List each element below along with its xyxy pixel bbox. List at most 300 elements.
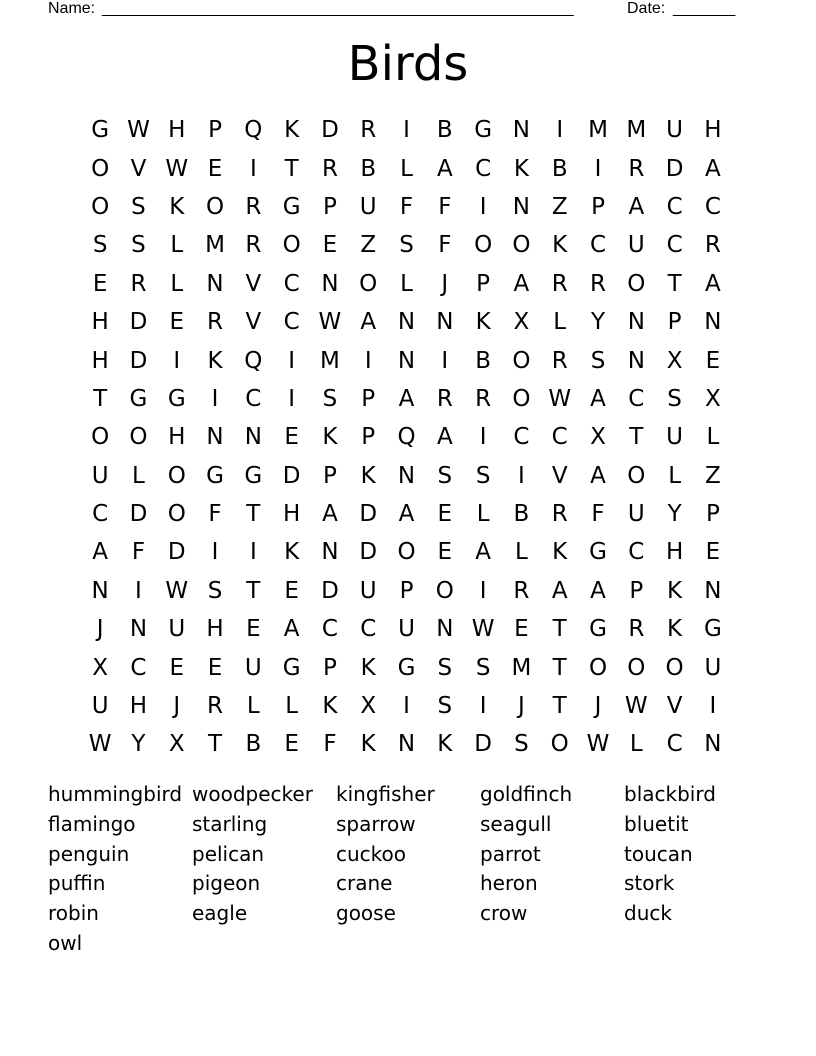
grid-letter[interactable]: H [665,539,684,566]
grid-letter[interactable]: K [169,193,185,220]
grid-letter[interactable]: V [551,462,568,489]
grid-letter[interactable]: L [285,693,299,720]
grid-letter[interactable]: D [129,347,148,374]
grid-letter[interactable]: S [667,385,682,412]
date-blank-line[interactable]: _______ [673,0,736,17]
grid-letter[interactable]: E [169,654,185,681]
grid-letter[interactable]: G [167,385,186,412]
grid-letter[interactable]: W [548,385,572,412]
grid-letter[interactable]: E [437,539,453,566]
grid-letter[interactable]: A [322,501,338,528]
grid-letter[interactable]: U [704,654,722,681]
grid-letter[interactable]: I [403,117,410,144]
grid-row [81,380,733,418]
grid-letter[interactable]: R [207,693,224,720]
grid-letter[interactable]: I [211,385,219,412]
grid-letter[interactable]: C [589,232,607,259]
grid-letter[interactable]: J [441,270,449,297]
grid-letter[interactable]: T [552,693,567,720]
grid-letter[interactable]: U [627,501,645,528]
grid-letter[interactable]: W [471,616,495,643]
grid-row [81,725,733,763]
grid-letter[interactable]: R [551,347,568,374]
grid-letter[interactable]: E [284,731,299,758]
grid-letter[interactable]: X [360,693,377,720]
grid-letter[interactable]: R [245,193,262,220]
grid-letter[interactable]: U [91,693,109,720]
grid-letter[interactable]: O [129,424,148,451]
grid-letter[interactable]: P [476,270,491,297]
grid-letter[interactable]: S [131,232,146,259]
grid-letter[interactable]: C [475,155,492,182]
word-list-item: cuckoo [336,841,407,866]
grid-letter[interactable]: P [322,193,337,220]
grid-letter[interactable]: L [476,501,490,528]
grid-letter[interactable]: S [131,193,146,220]
grid-letter[interactable]: C [513,424,530,451]
grid-letter[interactable]: W [165,577,189,604]
grid-letter[interactable]: G [703,616,722,643]
grid-letter[interactable]: C [283,309,300,336]
grid-letter[interactable]: C [666,193,683,220]
grid-letter[interactable]: C [704,193,721,220]
grid-letter[interactable]: A [398,385,415,412]
grid-letter[interactable]: Q [244,117,263,144]
grid-letter[interactable]: I [594,155,602,182]
grid-letter[interactable]: I [288,385,296,412]
grid-letter[interactable]: S [514,731,529,758]
grid-letter[interactable]: C [321,616,338,643]
grid-letter[interactable]: A [705,155,721,182]
grid-letter[interactable]: O [205,193,225,220]
grid-letter[interactable]: N [627,309,645,336]
grid-letter[interactable]: O [91,193,110,220]
grid-letter[interactable]: R [513,577,530,604]
grid-letter[interactable]: D [167,539,186,566]
grid-letter[interactable]: J [173,693,181,720]
grid-letter[interactable]: F [399,193,414,220]
grid-letter[interactable]: S [437,693,453,720]
grid-letter[interactable]: I [479,193,487,220]
grid-letter[interactable]: I [211,539,219,566]
grid-letter[interactable]: O [167,501,186,528]
grid-letter[interactable]: L [668,462,682,489]
grid-letter[interactable]: K [207,347,223,374]
grid-letter[interactable]: K [552,539,568,566]
grid-letter[interactable]: K [437,731,453,758]
grid-letter[interactable]: N [627,347,645,374]
grid-letter[interactable]: I [518,462,525,489]
name-blank-line[interactable]: _____________________________________________________ [102,0,574,17]
grid-letter[interactable]: G [282,193,301,220]
word-list [48,779,768,958]
grid-letter[interactable]: L [400,270,413,297]
grid-letter[interactable]: N [397,309,416,336]
grid-letter[interactable]: D [129,309,148,336]
grid-letter[interactable]: K [322,424,338,451]
grid-letter[interactable]: M [511,654,532,681]
grid-letter[interactable]: U [359,577,377,604]
grid-letter[interactable]: U [398,616,415,643]
grid-letter[interactable]: O [397,539,416,566]
grid-letter[interactable]: K [360,654,376,681]
grid-letter[interactable]: R [360,117,377,144]
grid-letter[interactable]: L [553,309,567,336]
grid-letter[interactable]: X [666,347,683,374]
grid-letter[interactable]: S [475,462,491,489]
grid-letter[interactable]: I [479,424,487,451]
grid-letter[interactable]: C [130,654,147,681]
grid-letter[interactable]: U [91,462,109,489]
grid-letter[interactable]: R [590,270,606,297]
grid-letter[interactable]: K [513,155,529,182]
grid-letter[interactable]: M [205,232,225,259]
grid-letter[interactable]: E [284,577,299,604]
grid-letter[interactable]: O [91,424,110,451]
grid-letter[interactable]: V [130,155,147,182]
grid-letter[interactable]: M [626,117,647,144]
grid-letter[interactable]: N [704,731,722,758]
grid-letter[interactable]: N [321,270,339,297]
grid-letter[interactable]: D [321,577,339,604]
grid-letter[interactable]: A [92,539,109,566]
grid-letter[interactable]: N [321,539,339,566]
grid-letter[interactable]: R [436,385,453,412]
grid-letter[interactable]: T [629,424,644,451]
grid-row [81,648,733,686]
grid-letter[interactable]: A [436,424,453,451]
grid-letter[interactable]: G [244,462,263,489]
grid-letter[interactable]: K [667,616,683,643]
grid-letter[interactable]: B [513,501,530,528]
grid-letter[interactable]: O [435,577,454,604]
grid-letter[interactable]: J [594,693,602,720]
grid-letter[interactable]: C [283,270,300,297]
grid-letter[interactable]: N [129,616,148,643]
grid-letter[interactable]: I [364,347,372,374]
grid-letter[interactable]: H [704,117,722,144]
grid-letter[interactable]: Z [551,193,568,220]
grid-letter[interactable]: H [168,424,186,451]
grid-letter[interactable]: D [359,539,378,566]
grid-letter[interactable]: K [360,731,376,758]
word-list-item: flamingo [48,811,136,836]
grid-letter[interactable]: L [170,270,184,297]
grid-letter[interactable]: E [207,155,223,182]
grid-letter[interactable]: N [206,270,224,297]
grid-letter[interactable]: W [586,731,610,758]
grid-letter[interactable]: F [591,501,605,528]
grid-letter[interactable]: I [249,155,257,182]
grid-letter[interactable]: H [91,309,109,336]
grid-letter[interactable]: H [282,501,301,528]
grid-letter[interactable]: B [245,731,262,758]
grid-letter[interactable]: O [588,654,608,681]
grid-letter[interactable]: F [323,731,337,758]
grid-letter[interactable]: S [437,654,453,681]
grid-letter[interactable]: I [173,347,181,374]
grid-letter[interactable]: R [551,501,568,528]
grid-letter[interactable]: E [437,501,453,528]
grid-letter[interactable]: M [320,347,340,374]
grid-letter[interactable]: L [132,462,145,489]
grid-letter[interactable]: E [169,309,185,336]
grid-letter[interactable]: V [245,270,262,297]
grid-letter[interactable]: A [551,577,568,604]
grid-letter[interactable]: E [705,539,721,566]
grid-letter[interactable]: H [129,693,148,720]
grid-letter[interactable]: E [514,616,529,643]
grid-letter[interactable]: T [552,654,567,681]
grid-letter[interactable]: T [246,577,261,604]
grid-letter[interactable]: Z [705,462,721,489]
grid-letter[interactable]: M [588,117,608,144]
grid-letter[interactable]: F [438,232,452,259]
grid-letter[interactable]: C [360,616,377,643]
grid-letter[interactable]: K [322,693,338,720]
grid-letter[interactable]: K [284,117,300,144]
grid-letter[interactable]: O [627,270,646,297]
grid-letter[interactable]: G [589,616,607,643]
grid-letter[interactable]: K [360,462,376,489]
grid-letter[interactable]: A [628,193,645,220]
grid-letter[interactable]: E [246,616,261,643]
grid-row [81,572,733,610]
grid-letter[interactable]: T [552,616,567,643]
grid-letter[interactable]: T [93,385,108,412]
grid-letter[interactable]: N [91,577,109,604]
grid-letter[interactable]: O [512,232,531,259]
grid-letter[interactable]: L [170,232,184,259]
grid-letter[interactable]: O [512,347,531,374]
grid-letter[interactable]: B [551,155,568,182]
grid-letter[interactable]: D [474,731,492,758]
grid-letter[interactable]: L [629,731,643,758]
grid-letter[interactable]: R [628,155,645,182]
word-list-item: crow [480,901,528,926]
grid-letter[interactable]: D [321,117,339,144]
grid-letter[interactable]: A [283,616,300,643]
grid-letter[interactable]: U [627,232,645,259]
grid-letter[interactable]: Y [131,731,146,758]
grid-letter[interactable]: I [479,693,487,720]
grid-letter[interactable]: O [474,232,493,259]
grid-letter[interactable]: W [88,731,112,758]
grid-letter[interactable]: A [590,385,606,412]
grid-letter[interactable]: T [667,270,682,297]
grid-letter[interactable]: S [92,232,108,259]
grid-letter[interactable]: R [551,270,568,297]
grid-letter[interactable]: C [666,232,683,259]
grid-letter[interactable]: O [91,155,110,182]
grid-letter[interactable]: P [705,501,720,528]
grid-letter[interactable]: G [282,654,301,681]
grid-letter[interactable]: D [359,501,378,528]
grid-letter[interactable]: N [704,309,722,336]
grid-letter[interactable]: D [282,462,301,489]
grid-letter[interactable]: Q [397,424,416,451]
grid-letter[interactable]: P [208,117,222,144]
grid-letter[interactable]: I [441,347,449,374]
grid-letter[interactable]: L [706,424,720,451]
grid-letter[interactable]: X [168,731,185,758]
grid-letter[interactable]: P [322,654,337,681]
grid-letter[interactable]: H [206,616,224,643]
grid-letter[interactable]: W [318,309,342,336]
grid-letter[interactable]: F [208,501,222,528]
grid-letter[interactable]: A [705,270,721,297]
grid-letter[interactable]: I [403,693,410,720]
grid-letter[interactable]: H [168,117,186,144]
grid-letter[interactable]: N [397,462,416,489]
grid-letter[interactable]: T [246,501,261,528]
grid-letter[interactable]: U [666,117,684,144]
grid-letter[interactable]: W [127,117,150,144]
grid-letter[interactable]: W [624,693,648,720]
grid-letter[interactable]: I [556,117,564,144]
grid-letter[interactable]: P [322,462,337,489]
grid-letter[interactable]: U [666,424,684,451]
grid-letter[interactable]: E [284,424,299,451]
grid-letter[interactable]: A [513,270,530,297]
grid-letter[interactable]: C [92,501,109,528]
grid-letter[interactable]: N [704,577,722,604]
grid-letter[interactable]: G [397,654,416,681]
grid-letter[interactable]: Y [590,309,606,336]
grid-letter[interactable]: K [475,309,491,336]
grid-letter[interactable]: B [436,117,453,144]
grid-letter[interactable]: O [282,232,301,259]
grid-letter[interactable]: L [400,155,413,182]
grid-letter[interactable]: K [552,232,568,259]
grid-letter[interactable]: F [438,193,452,220]
grid-letter[interactable]: N [512,193,531,220]
grid-letter[interactable]: A [475,539,491,566]
grid-letter[interactable]: R [475,385,492,412]
grid-letter[interactable]: C [551,424,568,451]
grid-letter[interactable]: F [131,539,146,566]
grid-letter[interactable]: O [512,385,531,412]
grid-letter[interactable]: U [244,654,262,681]
grid-letter[interactable]: N [397,347,416,374]
grid-letter[interactable]: A [436,155,453,182]
grid-letter[interactable]: D [665,155,684,182]
grid-letter[interactable]: P [361,424,376,451]
grid-letter[interactable]: A [398,501,415,528]
grid-letter[interactable]: O [167,462,186,489]
grid-letter[interactable]: P [591,193,605,220]
grid-letter[interactable]: A [590,577,606,604]
grid-letter[interactable]: G [474,117,493,144]
grid-letter[interactable]: O [627,462,646,489]
grid-letter[interactable]: H [91,347,109,374]
grid-letter[interactable]: G [129,385,148,412]
grid-letter[interactable]: Y [667,501,682,528]
grid-letter[interactable]: X [705,385,721,412]
grid-letter[interactable]: J [96,616,104,643]
grid-letter[interactable]: N [512,117,531,144]
grid-letter[interactable]: B [475,347,491,374]
grid-letter[interactable]: L [246,693,260,720]
grid-letter[interactable]: R [130,270,147,297]
grid-letter[interactable]: E [92,270,108,297]
grid-letter[interactable]: S [322,385,338,412]
grid-letter[interactable]: I [709,693,717,720]
grid-letter[interactable]: O [665,654,684,681]
grid-letter[interactable]: C [628,539,645,566]
grid-letter[interactable]: K [284,539,300,566]
grid-letter[interactable]: S [207,577,223,604]
grid-letter[interactable]: N [436,616,454,643]
grid-letter[interactable]: X [590,424,606,451]
grid-letter[interactable]: E [322,232,338,259]
grid-letter[interactable]: R [321,155,338,182]
grid-letter[interactable]: Q [244,347,263,374]
grid-letter[interactable]: P [361,385,376,412]
grid-letter[interactable]: N [436,309,454,336]
grid-letter[interactable]: T [208,731,223,758]
grid-letter[interactable]: E [705,347,721,374]
grid-letter[interactable]: A [590,462,606,489]
grid-letter[interactable]: E [207,654,223,681]
grid-letter[interactable]: K [667,577,683,604]
grid-letter[interactable]: O [627,654,646,681]
grid-letter[interactable]: Z [360,232,377,259]
grid-letter[interactable]: P [667,309,682,336]
grid-letter[interactable]: N [397,731,416,758]
grid-letter[interactable]: C [628,385,645,412]
grid-letter[interactable]: R [704,232,721,259]
grid-letter[interactable]: V [245,309,262,336]
grid-letter[interactable]: G [91,117,110,144]
grid-letter[interactable]: S [399,232,414,259]
grid-letter[interactable]: X [513,309,530,336]
grid-letter[interactable]: B [360,155,377,182]
grid-letter[interactable]: O [359,270,378,297]
grid-letter[interactable]: W [165,155,189,182]
grid-letter[interactable]: P [629,577,644,604]
grid-letter[interactable]: S [590,347,606,374]
grid-letter[interactable]: D [129,501,148,528]
grid-letter[interactable]: I [288,347,296,374]
grid-letter[interactable]: I [135,577,142,604]
grid-letter[interactable]: P [399,577,414,604]
grid-letter[interactable]: J [518,693,525,720]
grid-letter[interactable]: S [475,654,491,681]
grid-letter[interactable]: X [92,654,109,681]
grid-letter[interactable]: L [515,539,528,566]
grid-letter[interactable]: A [360,309,377,336]
grid-letter[interactable]: G [206,462,224,489]
grid-letter[interactable]: T [284,155,299,182]
grid-letter[interactable]: O [550,731,569,758]
grid-row [81,265,733,303]
grid-letter[interactable]: N [244,424,262,451]
grid-letter[interactable]: U [168,616,186,643]
grid-letter[interactable]: R [245,232,262,259]
grid-letter[interactable]: G [589,539,607,566]
grid-letter[interactable]: C [245,385,262,412]
grid-letter[interactable]: R [628,616,645,643]
grid-letter[interactable]: S [437,462,453,489]
grid-letter[interactable]: I [479,577,487,604]
grid-letter[interactable]: R [207,309,224,336]
grid-letter[interactable]: V [666,693,683,720]
grid-letter[interactable]: C [666,731,683,758]
grid-letter[interactable]: U [359,193,377,220]
grid-letter[interactable]: I [249,539,257,566]
grid-letter[interactable]: N [206,424,224,451]
